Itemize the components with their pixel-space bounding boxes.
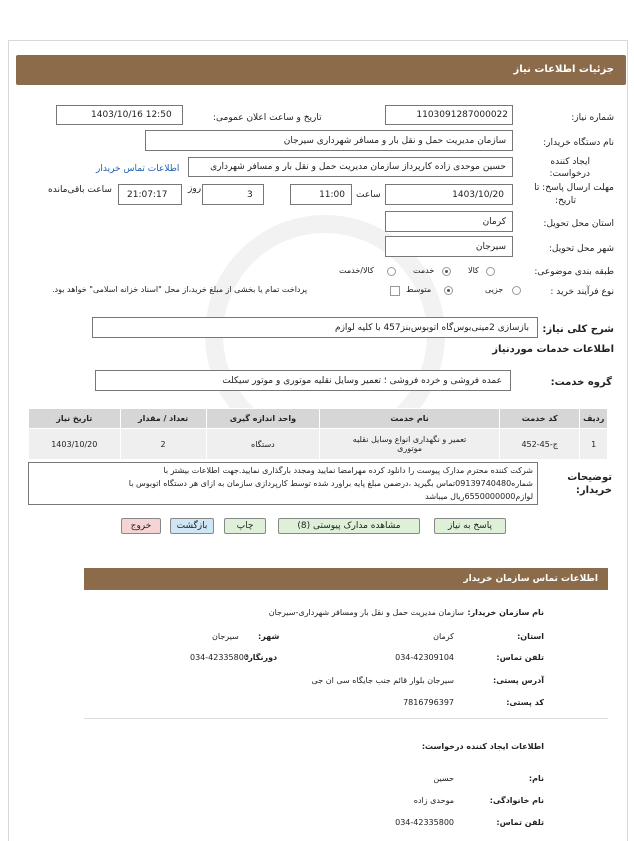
cell-qty: 2 (120, 429, 206, 460)
remaining-time-field[interactable]: 21:07:17 (118, 184, 182, 205)
category-radio-goods[interactable] (486, 267, 495, 276)
contact-address-value: سیرجان بلوار قائم جنب جایگاه سی ان جی (311, 676, 454, 685)
contact-province-value: کرمان (433, 632, 454, 641)
exit-button[interactable]: خروج (121, 518, 161, 534)
buyer-notes-label-2: خریدار: (575, 485, 612, 496)
cell-name-line-2: موتوری (397, 444, 422, 453)
details-header (16, 55, 626, 85)
buyer-notes-field[interactable] (28, 462, 538, 505)
col-header-unit: واحد اندازه گیری (206, 409, 320, 429)
purchase-type-label: نوع فرآیند خرید : (550, 287, 614, 297)
payment-text: پرداخت تمام یا بخشی از مبلغ خرید،از محل "اسناد خزانه اسلامی" خواهد بود. (52, 285, 308, 294)
category-radio-both[interactable] (387, 267, 396, 276)
contact-section-header (84, 568, 608, 590)
category-radio-service[interactable] (442, 267, 451, 276)
col-header-date: تاریخ نیاز (29, 409, 121, 429)
print-button[interactable]: چاپ (224, 518, 266, 534)
reply-button[interactable]: پاسخ به نیاز (434, 518, 506, 534)
category-label: طبقه بندی موضوعی: (534, 267, 614, 277)
contact-phone-value: 034-42309104 (395, 653, 454, 662)
contact-city-label: شهر: (258, 632, 280, 641)
remaining-label: ساعت باقی‌مانده (48, 185, 112, 195)
contact-org-value: سازمان مدیریت حمل و نقل بار ومسافر شهرداری-سیرجان (268, 608, 464, 617)
purchase-option-minor: جزیی (485, 285, 504, 294)
creator-name-value: حسین (433, 774, 454, 783)
col-header-code: کد خدمت (499, 409, 580, 429)
buyer-contact-link[interactable]: اطلاعات تماس خریدار (96, 164, 180, 174)
summary-field[interactable]: بازسازی 2مینی‌بوس‌گاه اتوبوس‌بنز457 با کلیه لوازم (92, 317, 538, 338)
cell-code: ج-45-452 (499, 429, 580, 460)
contact-org-label: نام سازمان خریدار: (467, 608, 544, 617)
col-header-name: نام خدمت (320, 409, 500, 429)
back-button[interactable]: بازگشت (170, 518, 214, 534)
services-title: اطلاعات خدمات مورد‌نیاز (492, 344, 614, 355)
contact-postal-value: 7816796397 (403, 698, 454, 707)
cell-name (320, 429, 500, 460)
time-label: ساعت (356, 190, 381, 200)
table-row (29, 429, 608, 460)
creator-info-title: اطلاعات ایجاد کننده درخواست: (421, 742, 544, 751)
contact-fax-value: 034-42335800 (190, 653, 249, 662)
attachments-button[interactable]: مشاهده مدارک پیوستی (8) (278, 518, 420, 534)
day-label: روز (188, 184, 202, 194)
buyer-notes-line-3: لوازم6550000000ریال میباشد (425, 492, 533, 501)
category-option-both: کالا/خدمت (339, 266, 374, 275)
city-label: شهر محل تحویل: (548, 244, 614, 254)
category-option-goods: کالا (468, 266, 479, 275)
buyer-notes-label-1: توضیحات (567, 472, 612, 483)
buyer-notes-line-1: شرکت کننده محترم مدارک پیوست را دانلود کرده مهرامضا نمایید ومجدد بارگذاری نمایید.جهت اطلاعات بیشتر با (163, 466, 533, 475)
announce-label: تاریخ و ساعت اعلان عمومی: (213, 113, 322, 123)
service-group-field[interactable]: عمده فروشی و خرده فروشی ؛ تعمیر وسایل نقلیه موتوری و موتور سیکلت (95, 370, 511, 391)
contact-fax-label: دورنگار: (245, 653, 278, 662)
need-number-label: شماره نیاز: (571, 113, 614, 123)
summary-label: شرح کلی نیاز: (542, 324, 614, 335)
purchase-radio-minor[interactable] (512, 286, 521, 295)
details-header-title: جزئیات اطلاعات نیاز (513, 64, 614, 75)
cell-row: 1 (580, 429, 608, 460)
creator-phone-label: تلفن تماس: (496, 818, 544, 827)
contact-section-title: اطلاعات تماس سازمان خریدار (463, 574, 598, 584)
creator-label-1: ایجاد کننده (550, 157, 590, 167)
province-label: استان محل تحویل: (543, 219, 614, 229)
buyer-org-label: نام دستگاه خریدار: (543, 138, 614, 148)
creator-field[interactable]: حسین موحدی زاده کارپرداز سازمان مدیریت حمل و نقل بار و مسافر شهرداری (188, 157, 513, 177)
deadline-label-2: تاریخ: (555, 196, 576, 206)
col-header-qty: تعداد / مقدار (120, 409, 206, 429)
purchase-radio-medium[interactable] (444, 286, 453, 295)
contact-divider (84, 718, 608, 719)
need-number-field[interactable]: 1103091287000022 (385, 105, 513, 125)
services-table (28, 408, 608, 460)
deadline-label-1: مهلت ارسال پاسخ: تا (534, 183, 614, 193)
col-header-row: ردیف (580, 409, 608, 429)
announce-field[interactable]: 1403/10/16 12:50 (56, 105, 183, 125)
province-field[interactable]: کرمان (385, 211, 513, 232)
category-option-service: خدمت (413, 266, 435, 275)
creator-family-label: نام خانوادگی: (489, 796, 544, 805)
contact-province-label: استان: (517, 632, 544, 641)
days-field[interactable]: 3 (202, 184, 264, 205)
cell-name-line-1: تعمیر و نگهداری انواع وسایل نقلیه (352, 435, 467, 444)
payment-checkbox[interactable] (390, 286, 400, 296)
deadline-time-field[interactable]: 11:00 (290, 184, 352, 205)
creator-label-2: درخواست: (549, 169, 590, 179)
buyer-org-field[interactable]: سازمان مدیریت حمل و نقل بار و مسافر شهرداری سیرجان (145, 130, 513, 151)
creator-name-label: نام: (528, 774, 544, 783)
cell-date: 1403/10/20 (29, 429, 121, 460)
service-group-label: گروه خدمت: (550, 377, 612, 388)
purchase-option-medium: متوسط (406, 285, 432, 294)
cell-unit: دستگاه (206, 429, 320, 460)
contact-city-value: سیرجان (212, 632, 239, 641)
contact-postal-label: کد پستی: (506, 698, 544, 707)
contact-phone-label: تلفن تماس: (496, 653, 544, 662)
buyer-notes-line-2: شماره09139740480تماس بگیرید ،درضمن مبلغ پایه براورد شده توسط کارپردازی سازمان به ازای هر دستگاه اتوبوس با (128, 479, 533, 488)
creator-phone-value: 034-42335800 (395, 818, 454, 827)
contact-address-label: آدرس پستی: (493, 676, 544, 685)
deadline-date-field[interactable]: 1403/10/20 (385, 184, 513, 205)
creator-family-value: موحدی زاده (413, 796, 454, 805)
city-field[interactable]: سیرجان (385, 236, 513, 257)
